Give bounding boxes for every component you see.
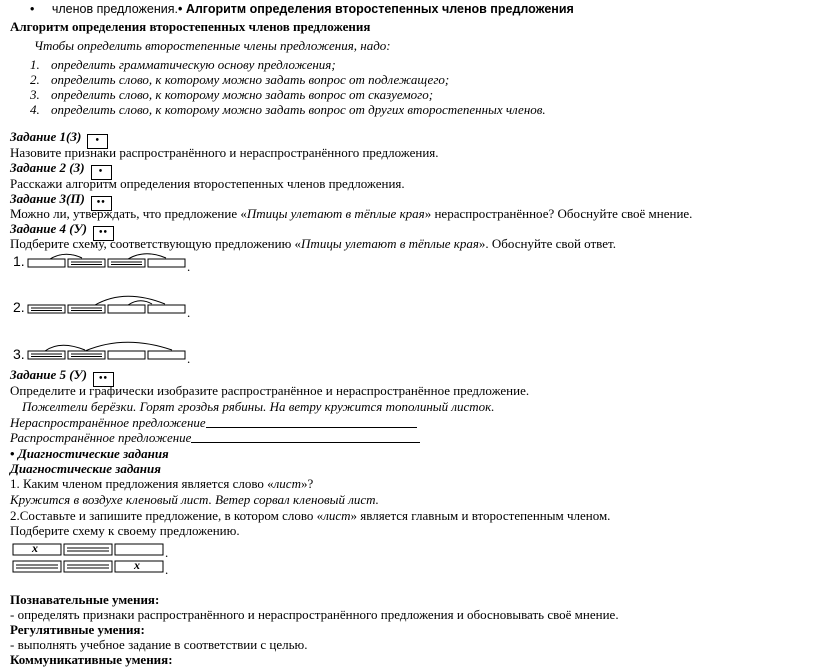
object-mark-icon: x — [134, 558, 140, 572]
quote-text: Птицы улетают в тёплые края — [301, 236, 479, 251]
step-text: определить слово, к которому можно задать вопрос от других второстепенных членов. — [51, 102, 546, 117]
extended-label — [10, 430, 420, 445]
regulative-skills-text: - выполнять учебное задание в соответствии с целью. — [10, 637, 308, 652]
text-part: » нераспространённое? Обоснуйте своё мнение. — [424, 206, 693, 221]
task-5-example: Пожелтели берёзки. Горят гроздья рябины. На ветру кружится тополиный листок. — [22, 399, 495, 414]
regulative-skills-title: Регулятивные умения: — [10, 622, 145, 637]
scheme-2-diagram — [28, 296, 185, 313]
step-number: 1. — [30, 57, 40, 72]
bullet-icon: • — [177, 2, 186, 16]
top-line-text: членов предложения. — [51, 2, 178, 16]
diagnostic-bullet — [10, 446, 169, 461]
diagnostic-bullet-text: Диагностические задания — [17, 446, 169, 461]
diagnostic-q2-line2: Подберите схему к своему предложению. — [10, 523, 240, 538]
scheme-1-diagram — [28, 254, 185, 267]
bullet-icon: • — [30, 2, 35, 16]
quote-text: лист — [323, 508, 351, 523]
answer-line[interactable] — [191, 430, 420, 443]
step-number: 2. — [30, 72, 40, 87]
scheme-1-dot: . — [187, 259, 191, 274]
scheme-2-number: 2. — [13, 299, 25, 315]
diagnostic-scheme-2 — [13, 561, 163, 572]
nonextended-label — [10, 415, 417, 430]
step-text: определить грамматическую основу предложения; — [51, 57, 336, 72]
task-5-text: Определите и графически изобразите распространённое и нераспространённое предложение. — [10, 383, 530, 398]
top-line-title: Алгоритм определения второстепенных членов предложения — [185, 2, 574, 16]
task-title-text: Задание 3(П) — [10, 191, 85, 206]
cognitive-skills-title: Познавательные умения: — [10, 592, 160, 607]
diagnostic-title: Диагностические задания — [10, 461, 161, 476]
algorithm-title: Алгоритм определения второстепенных членов предложения — [10, 19, 371, 34]
text-part: ». Обоснуйте свой ответ. — [478, 236, 616, 251]
cognitive-skills-text: - определять признаки распространённого и нераспространённого предложения и обосновывать своё мнение. — [10, 607, 619, 622]
text-part: 1. Каким членом предложения является слово « — [10, 476, 274, 491]
bullet-icon: • — [10, 446, 18, 461]
step-number: 3. — [30, 87, 40, 102]
task-title-text: Задание 2 (З) — [10, 160, 85, 175]
task-1-text: Назовите признаки распространённого и нераспространённого предложения. — [10, 145, 439, 160]
communicative-skills-title: Коммуникативные умения: — [10, 652, 173, 667]
scheme-dot: . — [165, 545, 169, 560]
text-part: 2.Составьте и запишите предложение, в котором слово « — [10, 508, 324, 523]
task-2-text: Расскажи алгоритм определения второстепенных членов предложения. — [10, 176, 405, 191]
scheme-2-dot: . — [187, 305, 191, 320]
text-part: »? — [300, 476, 314, 491]
step-number: 4. — [30, 102, 40, 117]
text-part: Можно ли, утверждать, что предложение « — [10, 206, 247, 221]
double-dot-icon: •• — [91, 196, 112, 211]
scheme-3-diagram — [28, 342, 185, 359]
scheme-1-number: 1. — [13, 253, 25, 269]
step-text: определить слово, к которому можно задать вопрос от сказуемого; — [51, 87, 434, 102]
diagnostic-q2 — [10, 508, 610, 523]
task-title-text: Задание 5 (У) — [10, 367, 87, 382]
label-text: Нераспространённое предложение — [10, 415, 206, 430]
text-part: Подберите схему, соответствующую предложению « — [10, 236, 302, 251]
dot-icon: • — [91, 165, 112, 180]
algorithm-intro: Чтобы определить второстепенные члены предложения, надо: — [34, 38, 391, 53]
quote-text: Птицы улетают в тёплые края — [246, 206, 425, 221]
step-text: определить слово, к которому можно задать вопрос от подлежащего; — [51, 72, 450, 87]
task-title-text: Задание 1(З) — [10, 129, 82, 144]
label-text: Распространённое предложение — [10, 430, 192, 445]
answer-line[interactable] — [206, 415, 417, 428]
dot-icon: • — [87, 134, 108, 149]
text-part: » является главным и второстепенным членом. — [350, 508, 611, 523]
diagnostic-q1-example: Кружится в воздухе кленовый лист. Ветер сорвал кленовый лист. — [10, 492, 379, 507]
task-title-text: Задание 4 (У) — [10, 221, 87, 236]
double-dot-icon: •• — [93, 372, 114, 387]
quote-text: лист — [273, 476, 301, 491]
double-dot-icon: •• — [93, 226, 114, 241]
scheme-3-dot: . — [187, 351, 191, 366]
object-mark-icon: x — [32, 541, 38, 555]
diagnostic-q1 — [10, 476, 313, 491]
scheme-dot: . — [165, 562, 169, 577]
scheme-3-number: 3. — [13, 346, 25, 362]
